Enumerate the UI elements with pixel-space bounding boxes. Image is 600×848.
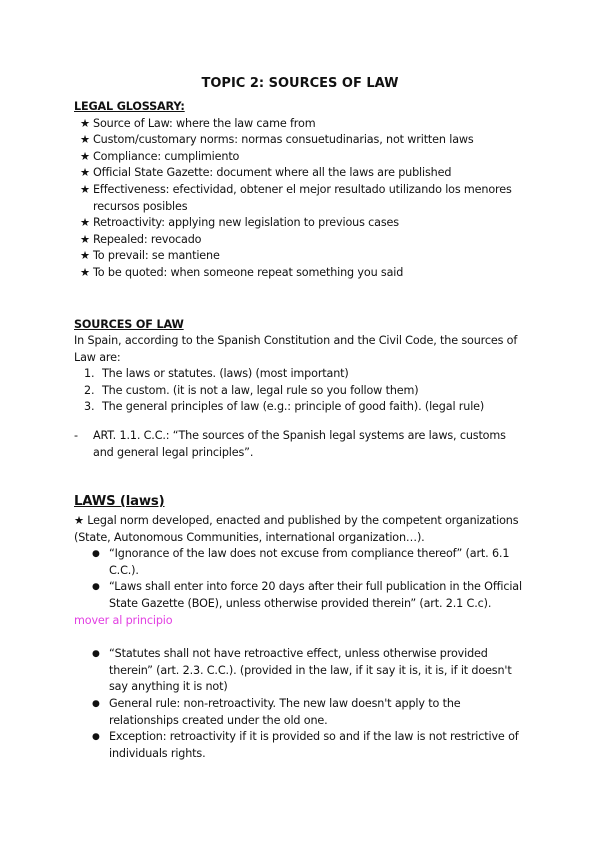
star-bullet-icon: ★ [80, 216, 90, 229]
list-item: 3. The general principles of law (e.g.: principle of good faith). (legal rule) [84, 400, 485, 413]
dot-bullet-icon: ● [92, 699, 100, 709]
star-bullet-icon: ★ [80, 117, 90, 130]
dot-bullet-icon: ● [92, 582, 100, 592]
glossary-item: ★ To prevail: se mantiene [80, 248, 540, 265]
laws-heading: LAWS (laws) [74, 494, 165, 509]
glossary-heading: LEGAL GLOSSARY: [74, 100, 185, 113]
dash-bullet-icon: - [74, 429, 78, 442]
star-bullet-icon: ★ [80, 249, 90, 262]
star-bullet-icon: ★ [80, 183, 90, 196]
list-item: 2. The custom. (it is not a law, legal rule so you follow them) [84, 384, 419, 397]
dot-bullet-icon: ● [92, 549, 100, 559]
glossary-item: ★ Effectiveness: efectividad, obtener el mejor resultado utilizando los menores recursos posibles [80, 183, 512, 213]
glossary-item: ★ Custom/customary norms: normas consuetudinarias, not written laws [80, 132, 540, 149]
list-item: ● “Ignorance of the law does not excuse from compliance thereof” (art. 6.1 C.C.). [92, 547, 510, 577]
list-item: ● “Laws shall enter into force 20 days after their full publication in the Official State Gazette (BOE), unless otherwise provided therein” (art. 2.1 C.c). [92, 580, 522, 610]
glossary-item: ★ Official State Gazette: document where all the laws are published [80, 165, 540, 182]
sources-heading: SOURCES OF LAW [74, 318, 184, 331]
star-bullet-icon: ★ [80, 233, 90, 246]
list-item: ● General rule: non-retroactivity. The new law doesn't apply to the relationships created under the old one. [92, 697, 461, 727]
list-item: 1. The laws or statutes. (laws) (most important) [84, 367, 349, 380]
star-bullet-icon: ★ [80, 133, 90, 146]
laws-definition: ★ Legal norm developed, enacted and published by the competent organizations (State, Autonomous Communities, international organization…). [74, 514, 519, 544]
glossary-item: ★ Repealed: revocado [80, 232, 540, 249]
list-item: ● Exception: retroactivity if it is provided so and if the law is not restrictive of individuals rights. [92, 730, 519, 760]
glossary-item: ★ Retroactivity: applying new legislation to previous cases [80, 215, 540, 232]
glossary-item: ★ To be quoted: when someone repeat something you said [80, 265, 540, 282]
glossary-item: ★ Compliance: cumplimiento [80, 149, 540, 166]
page-title: TOPIC 2: SOURCES OF LAW [201, 76, 399, 91]
list-item: ● “Statutes shall not have retroactive effect, unless otherwise provided therein” (art. 2.3. C.C.). (provided in the law, if it say it is, it is, if it doesn't say anything it is not) [92, 647, 512, 694]
star-bullet-icon: ★ [80, 266, 90, 279]
star-bullet-icon: ★ [80, 150, 90, 163]
comment-note: mover al principio [74, 614, 173, 627]
sources-intro: In Spain, according to the Spanish Constitution and the Civil Code, the sources of Law are: [74, 334, 518, 364]
article-quote: - ART. 1.1. C.C.: “The sources of the Spanish legal systems are laws, customs and general legal principles”. [74, 429, 506, 459]
star-bullet-icon: ★ [80, 166, 90, 179]
dot-bullet-icon: ● [92, 649, 100, 659]
star-bullet-icon: ★ [74, 514, 84, 527]
glossary-item: ★ Source of Law: where the law came from [80, 116, 540, 133]
dot-bullet-icon: ● [92, 732, 100, 742]
